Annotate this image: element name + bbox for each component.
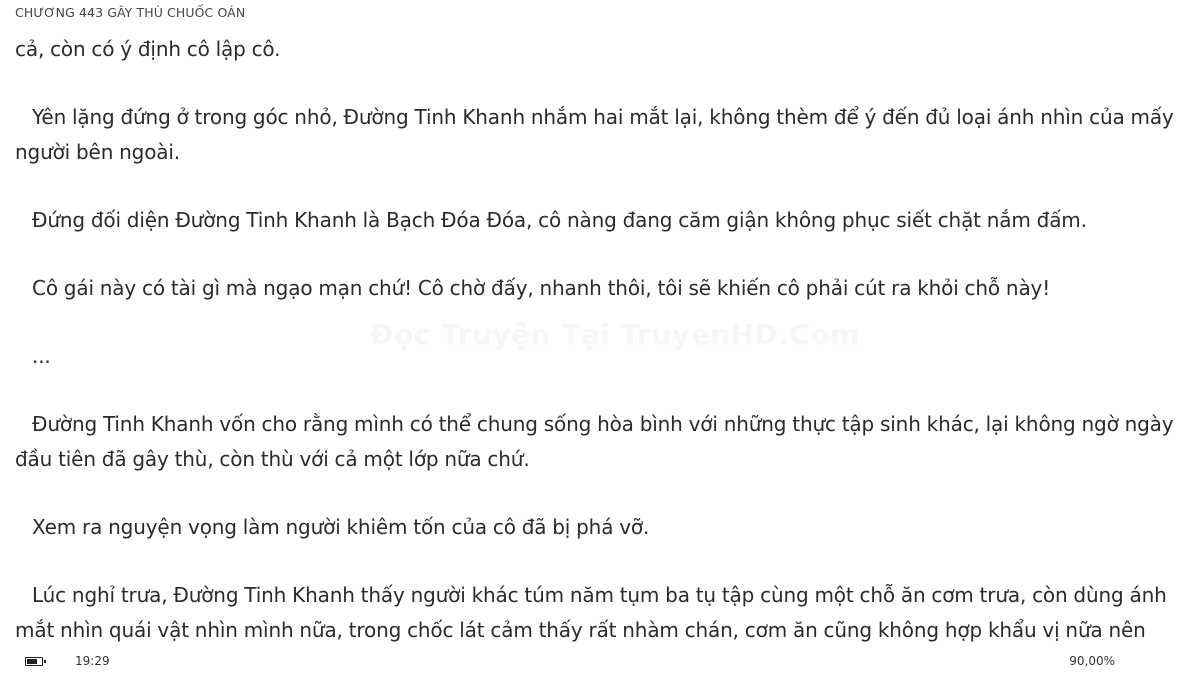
battery-icon [25, 657, 43, 666]
status-bar [0, 648, 1198, 674]
paragraph: Cô gái này có tài gì mà ngạo mạn chứ! Cô chờ đấy, nhanh thôi, tôi sẽ khiến cô phải cút ra khỏi chỗ này! [32, 276, 1051, 300]
battery-level-fill [27, 659, 37, 664]
paragraph: Yên lặng đứng ở trong góc nhỏ, Đường Tinh Khanh nhắm hai mắt lại, không thèm để ý đến đủ loại ánh nhìn của mấy người bên ngoài. [15, 105, 1174, 164]
chapter-title: CHƯƠNG 443 GÂY THÙ CHUỐC OÁN [15, 5, 246, 20]
paragraph-ellipsis: ... [32, 344, 51, 368]
clock-time: 19:29 [75, 654, 110, 668]
paragraph: Đứng đối diện Đường Tinh Khanh là Bạch Đóa Đóa, cô nàng đang căm giận không phục siết chặt nắm đấm. [32, 208, 1087, 232]
paragraph: Xem ra nguyện vọng làm người khiêm tốn của cô đã bị phá vỡ. [32, 515, 650, 539]
reading-area[interactable] [15, 32, 1185, 681]
paragraph: Đường Tinh Khanh vốn cho rằng mình có thể chung sống hòa bình với những thực tập sinh khác, lại không ngờ ngày đầu tiên đã gây thù, còn thù với cả một lớp nữa chứ. [15, 412, 1174, 471]
watermark: Đọc Truyện Tại TruyenHD.Com [370, 318, 860, 351]
reading-progress: 90,00% [1069, 654, 1115, 668]
paragraph: Lúc nghỉ trưa, Đường Tinh Khanh thấy người khác túm năm tụm ba tụ tập cùng một chỗ ăn cơm trưa, còn dùng ánh mắt nhìn quái vật nhìn mình nữa, trong chốc lát cảm thấy rất nhàm chán, cơm ăn cũng không hợp khẩu vị nữa nên [15, 583, 1167, 642]
paragraph: cả, còn có ý định cô lập cô. [15, 37, 281, 61]
